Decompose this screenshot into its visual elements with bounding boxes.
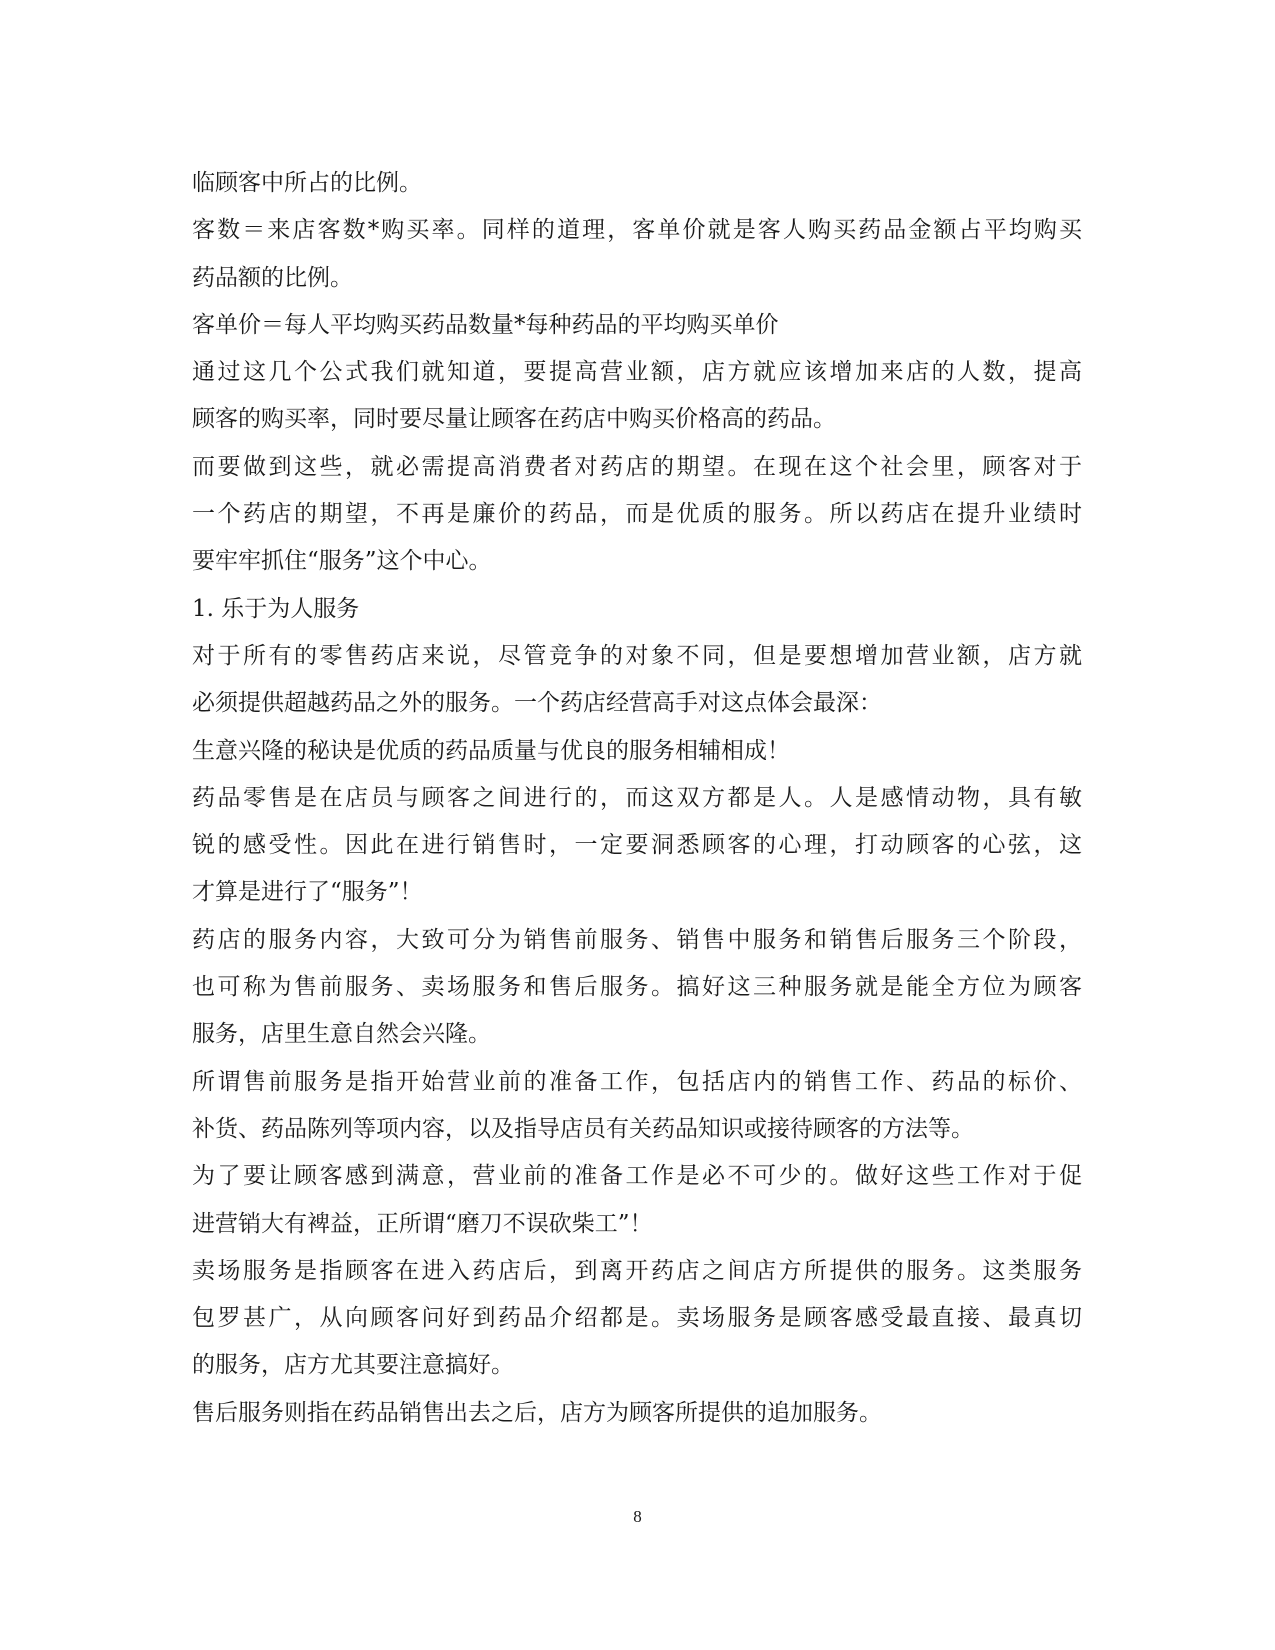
text-line: 药品额的比例。 [192,264,353,291]
text-line: 药品零售是在店员与顾客之间进行的，而这双方都是人。人是感情动物，具有敏 [192,784,1082,811]
text-line: 服务，店里生意自然会兴隆。 [192,1021,491,1048]
text-line: 一个药店的期望，不再是廉价的药品，而是优质的服务。所以药店在提升业绩时 [192,501,1082,528]
text-line: 客数＝来店客数*购买率。同样的道理，客单价就是客人购买药品金额占平均购买 [192,217,1082,244]
text-line: 也可称为售前服务、卖场服务和售后服务。搞好这三种服务就是能全方位为顾客 [192,974,1082,1001]
text-line: 进营销大有裨益，正所谓“磨刀不误砍柴工”！ [192,1210,653,1237]
text-line: 1. 乐于为人服务 [192,595,360,622]
text-line: 所谓售前服务是指开始营业前的准备工作，包括店内的销售工作、药品的标价、 [192,1068,1082,1095]
page-number: 8 [633,1507,642,1526]
text-line: 客单价＝每人平均购买药品数量*每种药品的平均购买单价 [192,311,779,338]
text-line: 药店的服务内容，大致可分为销售前服务、销售中服务和销售后服务三个阶段， [192,926,1082,953]
text-line: 通过这几个公式我们就知道，要提高营业额，店方就应该增加来店的人数，提高 [192,359,1082,386]
text-line: 包罗甚广，从向顾客问好到药品介绍都是。卖场服务是顾客感受最直接、最真切 [192,1305,1082,1332]
text-line: 才算是进行了“服务”！ [192,879,423,906]
text-line: 锐的感受性。因此在进行销售时，一定要洞悉顾客的心理，打动顾客的心弦，这 [192,832,1082,859]
text-line: 顾客的购买率，同时要尽量让顾客在药店中购买价格高的药品。 [192,406,836,433]
text-line: 而要做到这些，就必需提高消费者对药店的期望。在现在这个社会里，顾客对于 [192,453,1082,480]
text-line: 售后服务则指在药品销售出去之后，店方为顾客所提供的追加服务。 [192,1399,882,1426]
text-line: 生意兴隆的秘诀是优质的药品质量与优良的服务相辅相成！ [192,737,790,764]
text-line: 卖场服务是指顾客在进入药店后，到离开药店之间店方所提供的服务。这类服务 [192,1257,1082,1284]
body-text [192,160,1082,1437]
text-line: 对于所有的零售药店来说，尽管竞争的对象不同，但是要想增加营业额，店方就 [192,642,1082,669]
text-line: 临顾客中所占的比例。 [192,170,422,196]
text-line: 必须提供超越药品之外的服务。一个药店经营高手对这点体会最深： [192,690,882,717]
text-line: 的服务，店方尤其要注意搞好。 [192,1352,514,1379]
text-line: 为了要让顾客感到满意，营业前的准备工作是必不可少的。做好这些工作对于促 [192,1163,1082,1190]
text-line: 补货、药品陈列等项内容，以及指导店员有关药品知识或接待顾客的方法等。 [192,1115,974,1142]
text-line: 要牢牢抓住“服务”这个中心。 [192,548,492,575]
